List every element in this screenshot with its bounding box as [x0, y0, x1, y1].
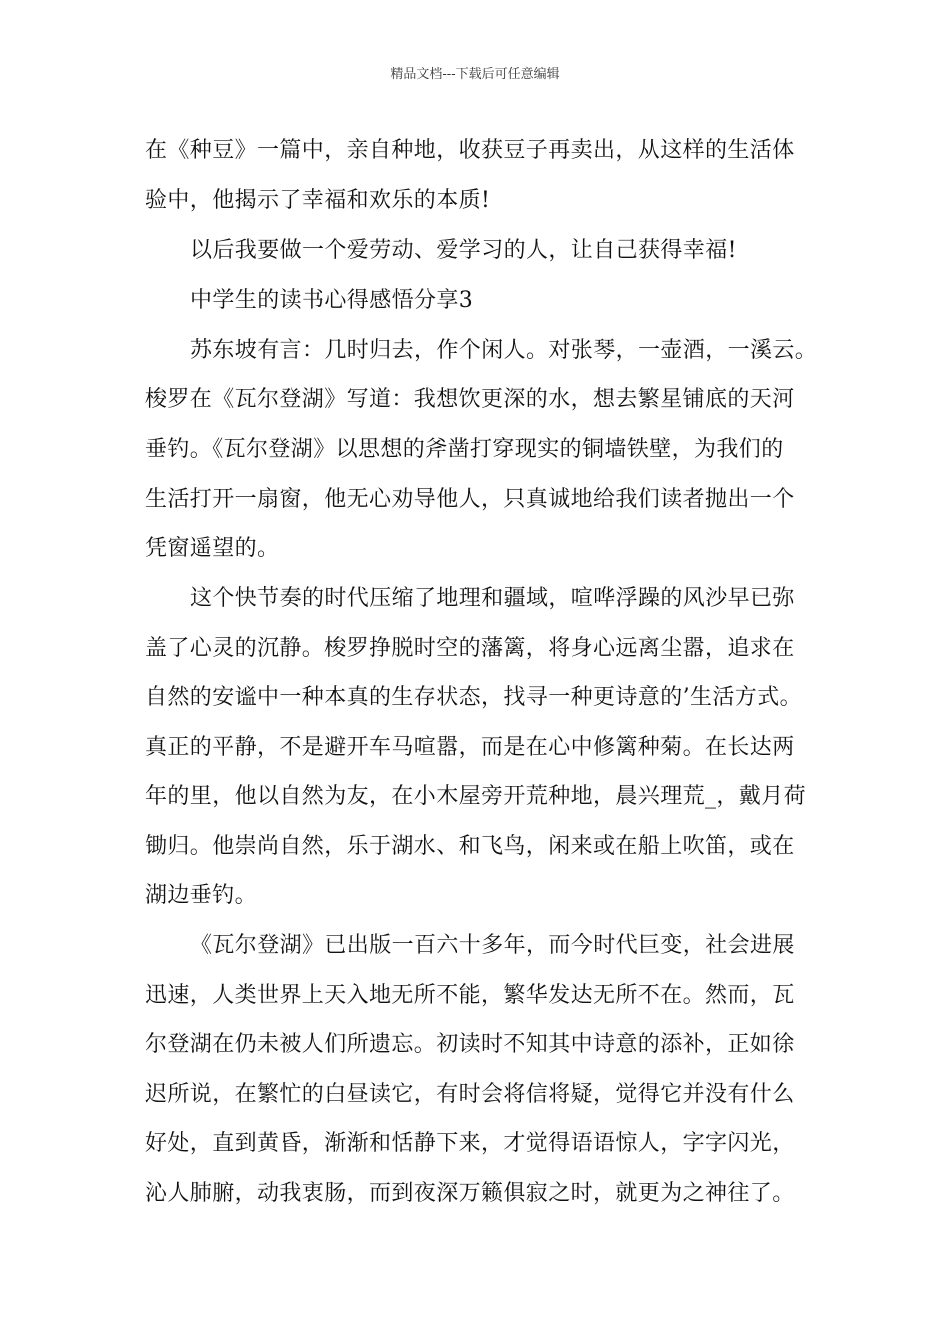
text-line: 在《种豆》一篇中，亲自种地，收获豆子再卖出，从这样的生活体 — [145, 138, 795, 163]
text-line: 生活打开一扇窗，他无心劝导他人，只真诚地给我们读者抛出一个 — [145, 487, 795, 512]
text-line: 湖边垂钓。 — [145, 883, 258, 908]
text-line: 梭罗在《瓦尔登湖》写道：我想饮更深的水，想去繁星铺底的天河 — [145, 387, 795, 412]
text-line: 垂钓。《瓦尔登湖》以思想的斧凿打穿现实的铜墙铁壁，为我们的 — [145, 437, 784, 462]
text-line: 自然的安谧中一种本真的生存状态，找寻一种更诗意的’生活方式。 — [145, 685, 802, 710]
text-line: 迟所说，在繁忙的白昼读它，有时会将信将疑，觉得它并没有什么 — [145, 1082, 795, 1107]
text-line: 这个快节奏的时代压缩了地理和疆域，喧哗浮躁的风沙早已弥 — [190, 586, 795, 611]
text-line: 苏东坡有言：几时归去，作个闲人。对张琴，一壶酒，一溪云。 — [190, 338, 818, 363]
text-line: 锄归。他崇尚自然，乐于湖水、和飞鸟，闲来或在船上吹笛，或在 — [145, 834, 795, 859]
text-line: 尔登湖在仍未被人们所遗忘。初读时不知其中诗意的添补，正如徐 — [145, 1032, 795, 1057]
text-line: 好处，直到黄昏，渐渐和恬静下来，才觉得语语惊人，字字闪光， — [145, 1131, 795, 1156]
text-line: 年的里，他以自然为友，在小木屋旁开荒种地，晨兴理荒_，戴月荷 — [145, 784, 807, 809]
text-line: 真正的平静，不是避开车马喧嚣，而是在心中修篱种菊。在长达两 — [145, 735, 795, 760]
text-line: 以后我要做一个爱劳动、爱学习的人，让自己获得幸福! — [190, 238, 737, 263]
text-line: 凭窗遥望的。 — [145, 536, 280, 561]
text-line: 盖了心灵的沉静。梭罗挣脱时空的藩篱，将身心远离尘嚣，追求在 — [145, 636, 795, 661]
text-line: 沁人肺腑，动我衷肠，而到夜深万籁俱寂之时，就更为之神往了。 — [145, 1181, 795, 1206]
text-line: 迅速，人类世界上天入地无所不能，繁华发达无所不在。然而，瓦 — [145, 983, 795, 1008]
page-header: 精品文档---下载后可任意编辑 — [390, 67, 560, 82]
text-line: 验中，他揭示了幸福和欢乐的本质! — [145, 188, 491, 213]
section-heading: 中学生的读书心得感悟分享3 — [190, 288, 474, 313]
text-line: 《瓦尔登湖》已出版一百六十多年，而今时代巨变，社会进展 — [190, 933, 795, 958]
